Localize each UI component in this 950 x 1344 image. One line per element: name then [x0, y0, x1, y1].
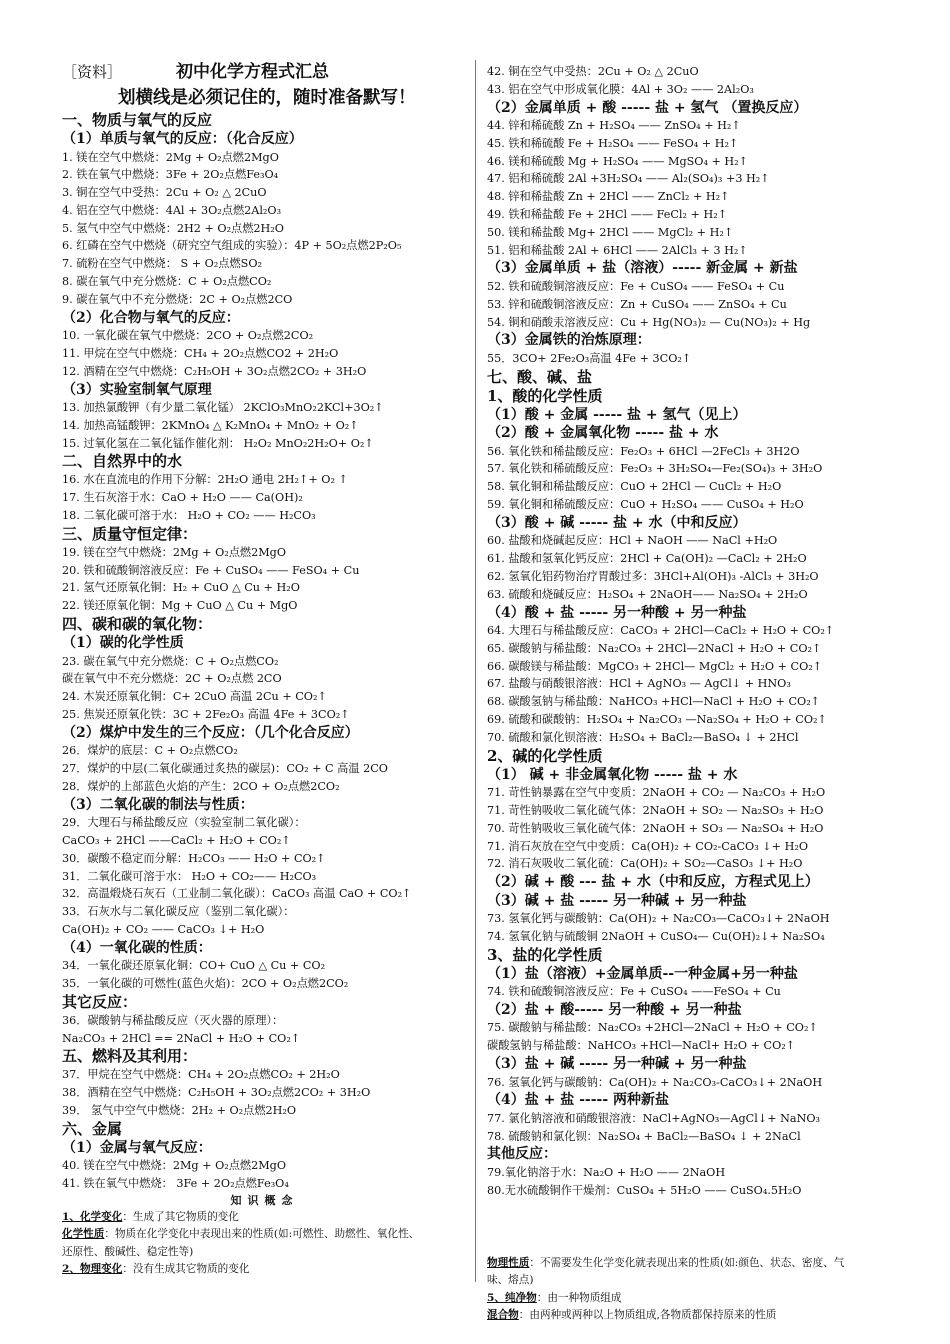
equation-line: 58. 氧化铜和稀盐酸反应：CuO + 2HCl — CuCl₂ + H₂O: [487, 480, 782, 494]
equation-line: 78. 硫酸钠和氯化钡：Na₂SO₄ + BaCl₂—BaSO₄ ↓ + 2NaCl: [487, 1129, 801, 1143]
equation-line: 14. 加热高锰酸钾：2KMnO₄ △ K₂MnO₄ + MnO₂ + O₂↑: [62, 418, 359, 432]
equation-line: 23. 碳在氧气中充分燃烧：C + O₂点燃CO₂: [62, 654, 279, 668]
section-heading: （2）化合物与氧气的反应：: [62, 309, 240, 326]
concept-text: 还原性、酸碱性、稳定性等): [62, 1245, 194, 1258]
equation-line: 35．一氧化碳的可燃性(蓝色火焰)：2CO + O₂点燃2CO₂: [62, 976, 349, 990]
equation-line: 28．煤炉的上部蓝色火焰的产生：2CO + O₂点燃2CO₂: [62, 779, 340, 793]
equation-line: 9. 碳在氧气中不充分燃烧：2C + O₂点燃2CO: [62, 292, 293, 306]
concept-line: [487, 1307, 917, 1325]
section-heading: （2）碱 + 酸 --- 盐 + 水（中和反应，方程式见上）: [487, 874, 819, 891]
section-heading: 二、自然界中的水: [62, 452, 183, 471]
equation-line: 64. 大理石与稀盐酸反应：CaCO₃ + 2HCl—CaCl₂ + H₂O + CO₂↑: [487, 624, 835, 638]
section-heading: 2、碱的化学性质: [487, 746, 603, 765]
section-heading: （2）金属单质 + 酸 ----- 盐 + 氢气 （置换反应）: [487, 99, 808, 116]
concept-line: [487, 1255, 917, 1273]
equation-line: 37．甲烷在空气中燃烧：CH₄ + 2O₂点燃CO₂ + 2H₂O: [62, 1068, 340, 1082]
concept-line: [487, 1290, 917, 1308]
section-heading: （2）盐 + 酸----- 另一种酸 + 另一种盐: [487, 1001, 742, 1018]
section-heading: （2）酸 + 金属氧化物 ----- 盐 + 水: [487, 425, 719, 442]
equation-line: 38．酒精在空气中燃烧：C₂H₅OH + 3O₂点燃2CO₂ + 3H₂O: [62, 1086, 371, 1100]
equation-line: 16. 水在直流电的作用下分解：2H₂O 通电 2H₂↑+ O₂ ↑: [62, 473, 348, 487]
equation-line: 25. 焦炭还原氧化铁：3C + 2Fe₂O₃ 高温 4Fe + 3CO₂↑: [62, 707, 350, 721]
equation-line: 49. 铁和稀盐酸 Fe + 2HCl —— FeCl₂ + H₂↑: [487, 208, 728, 222]
section-heading: 一、物质与氧气的反应: [62, 111, 213, 129]
section-heading: 其他反应：: [487, 1146, 557, 1163]
section-heading: （3）盐 + 碱 ----- 另一种碱 + 另一种盐: [487, 1056, 747, 1073]
concept-term: 物理性质: [487, 1256, 530, 1269]
section-heading: （4）一氧化碳的性质：: [62, 939, 212, 956]
section-heading: 六、金属: [62, 1119, 123, 1138]
concepts-right: [487, 1255, 917, 1325]
equation-line: 76. 氢氧化钙与碳酸钠：Ca(OH)₂ + Na₂CO₃-CaCO₃↓+ 2NaOH: [487, 1075, 823, 1089]
equation-line: 77. 氯化钠溶液和硝酸银溶液：NaCl+AgNO₃—AgCl↓+ NaNO₃: [487, 1111, 821, 1125]
section-heading: （3）实验室制氧气原理: [62, 381, 212, 398]
equation-line: 45. 铁和稀硫酸 Fe + H₂SO₄ —— FeSO₄ + H₂↑: [487, 136, 739, 150]
section-heading: 五、燃料及其利用：: [62, 1047, 198, 1066]
equation-line: 17. 生石灰溶于水：CaO + H₂O —— Ca(OH)₂: [62, 491, 303, 505]
concept-text: ：生成了其它物质的变化: [122, 1210, 239, 1223]
equation-line: 71. 苛性钠暴露在空气中变质：2NaOH + CO₂ — Na₂CO₃ + H₂O: [487, 786, 826, 800]
concept-term: 化学性质: [62, 1228, 105, 1241]
equation-line: 2. 铁在氧气中燃烧：3Fe + 2O₂点燃Fe₃O₄: [62, 168, 279, 182]
equation-line: 72. 消石灰吸收二氧化硫：Ca(OH)₂ + SO₂—CaSO₃ ↓+ H₂O: [487, 857, 803, 871]
section-heading: （1）酸 + 金属 ----- 盐 + 氢气（见上）: [487, 406, 747, 423]
equation-line: 12. 酒精在空气中燃烧：C₂H₅OH + 3O₂点燃2CO₂ + 3H₂O: [62, 364, 367, 378]
equation-line: 68. 碳酸氢钠与稀盐酸：NaHCO₃ +HCl—NaCl + H₂O + CO₂↑: [487, 695, 821, 709]
section-heading: 其它反应：: [62, 992, 138, 1011]
section-heading: （1）碳的化学性质: [62, 635, 184, 652]
section-heading: （2）煤炉中发生的三个反应：（几个化合反应）: [62, 724, 359, 741]
equation-line: 36．碳酸钠与稀盐酸反应（灭火器的原理）：: [62, 1013, 284, 1027]
equation-line: 56. 氧化铁和稀盐酸反应：Fe₂O₃ + 6HCl —2FeCl₃ + 3H2O: [487, 444, 800, 458]
concept-text: ：没有生成其它物质的变化: [122, 1263, 250, 1276]
equation-line: 52. 铁和硫酸铜溶液反应：Fe + CuSO₄ —— FeSO₄ + Cu: [487, 279, 785, 293]
equation-line: 39． 氢气中空气中燃烧：2H₂ + O₂点燃2H₂O: [62, 1103, 297, 1117]
equation-line: 74. 铁和硫酸铜溶液反应：Fe + CuSO₄ ——FeSO₄ + Cu: [487, 985, 781, 999]
equation-line: Ca(OH)₂ + CO₂ —— CaCO₃ ↓+ H₂O: [62, 922, 265, 936]
equation-line: 41. 铁在氧气中燃烧： 3Fe + 2O₂点燃Fe₃O₄: [62, 1177, 289, 1191]
equation-line: 32．高温煅烧石灰石（工业制二氧化碳）：CaCO₃ 高温 CaO + CO₂↑: [62, 887, 412, 901]
equation-line: Na₂CO₃ + 2HCl == 2NaCl + H₂O + CO₂↑: [62, 1031, 301, 1045]
concept-line: [62, 1226, 467, 1244]
equation-line: 27．煤炉的中层(二氧化碳通过炙热的碳层)：CO₂ + C 高温 2CO: [62, 762, 388, 776]
equation-line: 66. 碳酸镁与稀盐酸：MgCO₃ + 2HCl— MgCl₂ + H₂O + CO₂↑: [487, 659, 823, 673]
equation-line: 1. 镁在空气中燃烧：2Mg + O₂点燃2MgO: [62, 150, 279, 164]
equation-line: 6. 红磷在空气中燃烧（研究空气组成的实验）：4P + 5O₂点燃2P₂O₅: [62, 239, 402, 253]
equation-line: 21. 氢气还原氧化铜：H₂ + CuO △ Cu + H₂O: [62, 581, 300, 595]
equation-line: 5. 氢气中空气中燃烧：2H2 + O₂点燃2H₂O: [62, 221, 284, 235]
equation-line: 59. 氧化铜和稀硫酸反应：CuO + H₂SO₄ —— CuSO₄ + H₂O: [487, 498, 804, 512]
equation-line: 57. 氧化铁和稀硫酸反应：Fe₂O₃ + 3H₂SO₄—Fe₂(SO₄)₃ + 3H₂O: [487, 462, 823, 476]
equation-line: 74. 氢氧化钠与硫酸铜 2NaOH + CuSO₄— Cu(OH)₂↓+ Na₂SO₄: [487, 929, 825, 943]
section-heading: （1） 碱 + 非金属氧化物 ----- 盐 + 水: [487, 766, 738, 783]
concept-text: ：由两种或两种以上物质组成,各物质都保持原来的性质: [518, 1309, 777, 1322]
equation-line: 43. 铝在空气中形成氧化膜：4Al + 3O₂ —— 2Al₂O₃: [487, 82, 754, 96]
equation-line: 22. 镁还原氧化铜：Mg + CuO △ Cu + MgO: [62, 599, 298, 613]
right-line-list: [487, 63, 917, 1200]
equation-line: 51. 铝和稀盐酸 2Al + 6HCl —— 2AlCl₃ + 3 H₂↑: [487, 243, 748, 257]
section-heading: 四、碳和碳的氧化物：: [62, 615, 213, 634]
equation-line: 73. 氢氧化钙与碳酸钠：Ca(OH)₂ + Na₂CO₃—CaCO₃↓+ 2NaOH: [487, 912, 830, 926]
equation-line: 碳在氧气中不充分燃烧：2C + O₂点燃 2CO: [62, 672, 282, 686]
section-heading: （1）盐（溶液）+金属单质--一种金属+另一种盐: [487, 965, 798, 982]
section-heading: （3）碱 + 盐 ----- 另一种碱 + 另一种盐: [487, 892, 747, 909]
equation-line: 54. 铜和硝酸汞溶液反应：Cu + Hg(NO₃)₂ — Cu(NO₃)₂ + Hg: [487, 315, 811, 329]
equation-line: 26．煤炉的底层：C + O₂点燃CO₂: [62, 744, 238, 758]
section-heading: （4）盐 + 盐 ----- 两种新盐: [487, 1092, 670, 1109]
equation-line: 44. 锌和稀硫酸 Zn + H₂SO₄ —— ZnSO₄ + H₂↑: [487, 119, 741, 133]
concept-line: [62, 1261, 467, 1279]
section-heading: （3）金属铁的治炼原理：: [487, 332, 651, 349]
equation-line: 42. 铜在空气中受热：2Cu + O₂ △ 2CuO: [487, 65, 699, 78]
equation-line: 61. 盐酸和氢氧化钙反应：2HCl + Ca(OH)₂ —CaCl₂ + 2H₂O: [487, 552, 807, 566]
equation-line: 30．碳酸不稳定而分解：H₂CO₃ —— H₂O + CO₂↑: [62, 851, 326, 865]
equation-line: 19. 镁在空气中燃烧：2Mg + O₂点燃2MgO: [62, 545, 287, 559]
equation-line: 53. 锌和硫酸铜溶液反应：Zn + CuSO₄ —— ZnSO₄ + Cu: [487, 297, 787, 311]
document-title-line: [62, 60, 467, 85]
equation-line: 46. 镁和稀硫酸 Mg + H₂SO₄ —— MgSO₄ + H₂↑: [487, 154, 749, 168]
equation-line: 29．大理石与稀盐酸反应（实验室制二氧化碳）：: [62, 816, 306, 830]
title-tag: ［资料］: [62, 63, 123, 81]
equation-line: 71. 苛性钠吸收二氧化硫气体：2NaOH + SO₂ — Na₂SO₃ + H₂O: [487, 803, 824, 817]
equation-line: 15. 过氧化氢在二氧化锰作催化剂： H₂O₂ MnO₂2H₂O+ O₂↑: [62, 436, 374, 450]
concept-line: [487, 1272, 917, 1290]
concept-text: 味、熔点): [487, 1274, 534, 1287]
equation-line: 75. 碳酸钠与稀盐酸：Na₂CO₃ +2HCl—2NaCl + H₂O + CO₂↑: [487, 1021, 818, 1035]
concept-term: 2、物理变化: [62, 1263, 123, 1276]
section-heading: （3）金属单质 + 盐（溶液）----- 新金属 + 新盐: [487, 260, 798, 277]
equation-line: 55．3CO+ 2Fe₂O₃高温 4Fe + 3CO₂↑: [487, 351, 692, 365]
equation-line: 33．石灰水与二氧化碳反应（鉴别二氧化碳）：: [62, 905, 295, 919]
column-divider: [475, 60, 476, 1282]
concepts-left: [62, 1209, 467, 1279]
equation-line: 80.无水硫酸铜作干燥剂：CuSO₄ + 5H₂O —— CuSO₄.5H₂O: [487, 1183, 802, 1197]
equation-line: 10. 一氧化碳在氧气中燃烧：2CO + O₂点燃2CO₂: [62, 329, 314, 343]
equation-line: 70. 苛性钠吸收三氧化硫气体：2NaOH + SO₃ — Na₂SO₄ + H₂O: [487, 821, 824, 835]
equation-line: 71. 消石灰放在空气中变质：Ca(OH)₂ + CO₂-CaCO₃ ↓+ H₂O: [487, 839, 808, 853]
equation-line: 60. 盐酸和烧碱起反应：HCl + NaOH —— NaCl +H₂O: [487, 534, 778, 548]
equation-line: 40. 镁在空气中燃烧：2Mg + O₂点燃2MgO: [62, 1159, 287, 1173]
concept-text: ：由一种物质组成: [536, 1291, 622, 1304]
section-heading: （1）单质与氧气的反应：（化合反应）: [62, 131, 303, 147]
equation-line: 65. 碳酸钠与稀盐酸：Na₂CO₃ + 2HCl—2NaCl + H₂O + CO₂↑: [487, 641, 822, 655]
equation-line: 70. 硫酸和氯化钡溶液：H₂SO₄ + BaCl₂—BaSO₄ ↓ + 2HCl: [487, 730, 799, 744]
equation-line: 20. 铁和硫酸铜溶液反应：Fe + CuSO₄ —— FeSO₄ + Cu: [62, 563, 360, 577]
equation-line: 69. 硫酸和碳酸钠：H₂SO₄ + Na₂CO₃ —Na₂SO₄ + H₂O + CO₂↑: [487, 713, 827, 727]
section-heading: 3、盐的化学性质: [487, 945, 603, 964]
left-line-list: [62, 111, 467, 1193]
concept-term: 混合物: [487, 1309, 519, 1322]
equation-line: 4. 铝在空气中燃烧：4Al + 3O₂点燃2Al₂O₃: [62, 203, 282, 217]
equation-line: 8. 碳在氧气中充分燃烧：C + O₂点燃CO₂: [62, 275, 272, 289]
concept-line: [62, 1244, 467, 1262]
equation-line: 47. 铝和稀硫酸 2Al +3H₂SO₄ —— Al₂(SO₄)₃ +3 H₂↑: [487, 172, 770, 186]
equation-line: 34．一氧化碳还原氧化铜：CO+ CuO △ Cu + CO₂: [62, 959, 326, 973]
concept-text: ：不需要发生化学变化就表现出来的性质(如:颜色、状态、密度、气: [529, 1256, 845, 1269]
section-heading: （1）金属与氧气反应：: [62, 1139, 212, 1156]
equation-line: 24. 木炭还原氧化铜：C+ 2CuO 高温 2Cu + CO₂↑: [62, 690, 327, 704]
equation-line: 3. 铜在空气中受热：2Cu + O₂ △ 2CuO: [62, 186, 267, 200]
equation-line: 13. 加热氯酸钾（有少量二氧化锰） 2KClO₃MnO₂2KCl+3O₂↑: [62, 401, 384, 415]
document-subtitle: 划横线是必须记住的，随时准备默写！: [118, 88, 416, 108]
equation-line: 62. 氢氧化铝药物治疗胃酸过多：3HCl+Al(OH)₃ -AlCl₃ + 3H₂O: [487, 569, 819, 583]
equation-line: 67. 盐酸与硝酸银溶液：HCl + AgNO₃ — AgCl↓ + HNO₃: [487, 677, 791, 691]
concepts-heading: 知识概念: [230, 1193, 299, 1207]
equation-line: 碳酸氢钠与稀盐酸：NaHCO₃ +HCl—NaCl+ H₂O + CO₂↑: [487, 1039, 796, 1053]
section-heading: 三、质量守恒定律：: [62, 524, 198, 543]
right-column: [487, 63, 917, 1325]
equation-line: 48. 锌和稀盐酸 Zn + 2HCl —— ZnCl₂ + H₂↑: [487, 190, 730, 204]
equation-line: 11. 甲烷在空气中燃烧：CH₄ + 2O₂点燃CO2 + 2H₂O: [62, 346, 339, 360]
equation-line: CaCO₃ + 2HCl ——CaCl₂ + H₂O + CO₂↑: [62, 833, 291, 847]
section-heading: 1、酸的化学性质: [487, 386, 603, 405]
document-title: 初中化学方程式汇总: [176, 62, 330, 82]
section-heading: （4）酸 + 盐 ----- 另一种酸 + 另一种盐: [487, 604, 747, 621]
concept-term: 1、化学变化: [62, 1210, 123, 1223]
concept-text: ：物质在化学变化中表现出来的性质(如:可燃性、助燃性、氧化性、: [104, 1228, 420, 1241]
section-heading: （3）酸 + 碱 ----- 盐 + 水（中和反应）: [487, 514, 747, 531]
equation-line: 31．二氧化碳可溶于水： H₂O + CO₂—— H₂CO₃: [62, 869, 317, 883]
equation-line: 7. 硫粉在空气中燃烧： S + O₂点燃SO₂: [62, 257, 262, 271]
concept-term: 5、纯净物: [487, 1291, 537, 1304]
section-heading: 七、酸、碱、盐: [487, 367, 593, 386]
section-heading: （3）二氧化碳的制法与性质：: [62, 796, 254, 813]
equation-line: 50. 镁和稀盐酸 Mg+ 2HCl —— MgCl₂ + H₂↑: [487, 225, 734, 239]
equation-line: 18. 二氧化碳可溶于水： H₂O + CO₂ —— H₂CO₃: [62, 509, 316, 523]
left-column: [62, 60, 467, 1279]
equation-line: 63. 硫酸和烧碱反应：H₂SO₄ + 2NaOH—— Na₂SO₄ + 2H₂O: [487, 587, 808, 601]
concept-line: [62, 1209, 467, 1227]
equation-line: 79.氧化钠溶于水：Na₂O + H₂O —— 2NaOH: [487, 1165, 726, 1179]
